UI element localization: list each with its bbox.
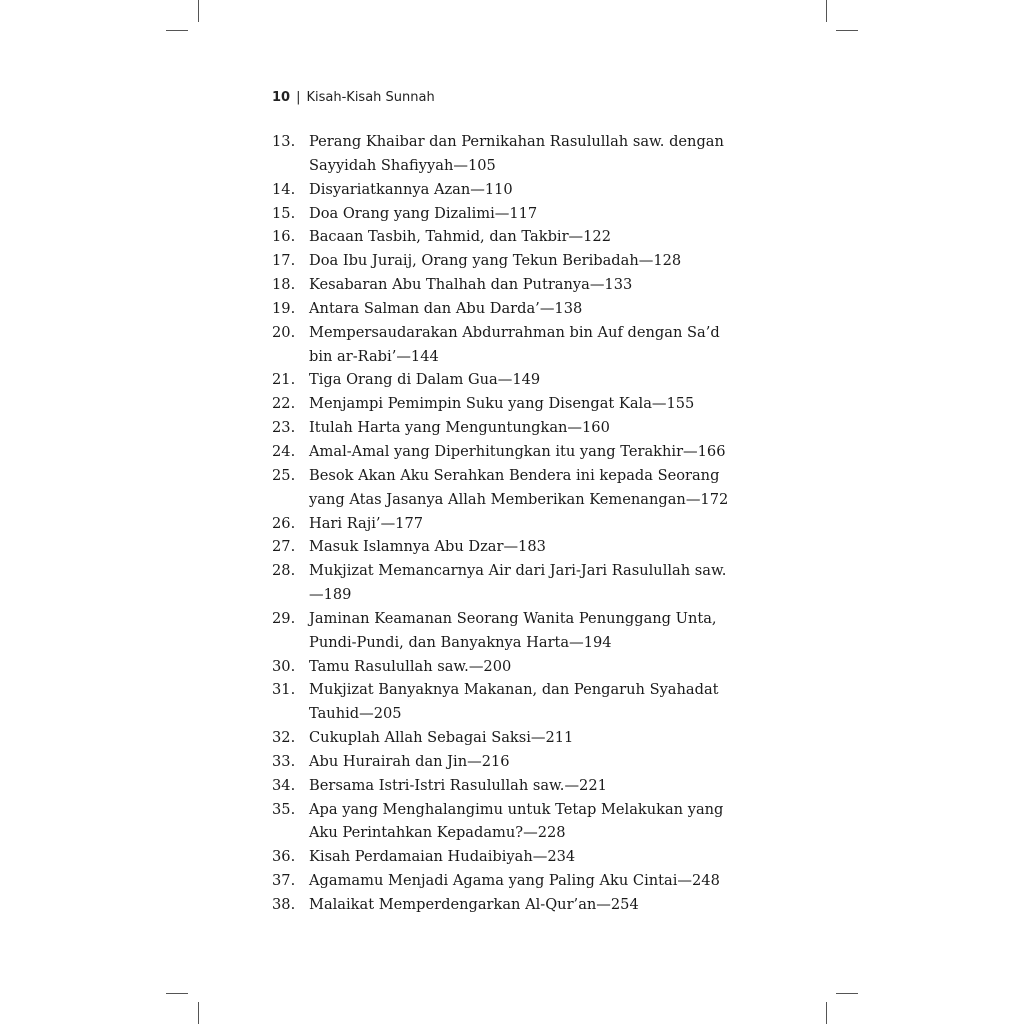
toc-entry-text: Menjampi Pemimpin Suku yang Disengat Kala—155 xyxy=(309,395,695,413)
crop-mark xyxy=(166,993,188,994)
toc-entry xyxy=(272,321,742,369)
toc-entry-number: 21. xyxy=(272,371,296,389)
toc-entry-text: Mukjizat Memancarnya Air dari Jari-Jari Rasulullah saw. —189 xyxy=(309,562,727,604)
toc-entry xyxy=(272,845,742,869)
toc-entry xyxy=(272,392,742,416)
toc-entry-text: Cukuplah Allah Sebagai Saksi—211 xyxy=(309,729,574,747)
toc-entry-number: 26. xyxy=(272,514,296,532)
toc-entry-text: Jaminan Keamanan Seorang Wanita Penunggang Unta, Pundi-Pundi, dan Banyaknya Harta—194 xyxy=(309,609,717,651)
toc-entry-number: 24. xyxy=(272,442,296,460)
toc-entry xyxy=(272,607,742,655)
toc-entry xyxy=(272,416,742,440)
toc-entry xyxy=(272,774,742,798)
toc-entry xyxy=(272,535,742,559)
toc-entry xyxy=(272,464,742,512)
toc-entry-text: Doa Orang yang Dizalimi—117 xyxy=(309,204,538,222)
toc-entry xyxy=(272,726,742,750)
toc-entry-text: Hari Raji’—177 xyxy=(309,514,424,532)
toc-entry-text: Tamu Rasulullah saw.—200 xyxy=(309,657,512,675)
toc-entry-number: 15. xyxy=(272,204,296,222)
toc-entry-text: Agamamu Menjadi Agama yang Paling Aku Cintai—248 xyxy=(309,872,720,890)
toc-entry-text: Itulah Harta yang Menguntungkan—160 xyxy=(309,419,610,437)
toc-entry-text: Mempersaudarakan Abdurrahman bin Auf dengan Sa’d bin ar-Rabi’—144 xyxy=(309,323,720,365)
toc-entry-number: 23. xyxy=(272,419,296,437)
toc-entry-text: Kesabaran Abu Thalhah dan Putranya—133 xyxy=(309,276,633,294)
toc-entry xyxy=(272,798,742,846)
toc-entry-text: Mukjizat Banyaknya Makanan, dan Pengaruh Syahadat Tauhid—205 xyxy=(309,681,719,723)
crop-mark xyxy=(826,1002,827,1024)
toc-entry-text: Amal-Amal yang Diperhitungkan itu yang Terakhir—166 xyxy=(309,442,726,460)
toc-entry-number: 30. xyxy=(272,657,296,675)
toc-entry xyxy=(272,655,742,679)
running-head xyxy=(272,90,435,105)
toc-entry-number: 27. xyxy=(272,538,296,556)
crop-mark xyxy=(198,1002,199,1024)
toc-entry xyxy=(272,678,742,726)
toc-entry-number: 29. xyxy=(272,609,296,627)
toc-entry-number: 28. xyxy=(272,562,296,580)
toc-entry-text: Malaikat Memperdengarkan Al-Qur’an—254 xyxy=(309,896,639,913)
toc-entry-text: Apa yang Menghalangimu untuk Tetap Melakukan yang Aku Perintahkan Kepadamu?—228 xyxy=(309,800,724,842)
toc-entry-number: 18. xyxy=(272,276,296,294)
toc-entry xyxy=(272,225,742,249)
toc-entry xyxy=(272,440,742,464)
toc-entry-number: 22. xyxy=(272,395,296,413)
toc-entry xyxy=(272,893,742,917)
toc-entry-number: 34. xyxy=(272,776,296,794)
toc-entry xyxy=(272,249,742,273)
table-of-contents xyxy=(272,130,742,917)
toc-entry-text: Bersama Istri-Istri Rasulullah saw.—221 xyxy=(309,776,607,794)
book-title: Kisah-Kisah Sunnah xyxy=(306,90,435,105)
toc-entry xyxy=(272,368,742,392)
toc-entry-text: Doa Ibu Juraij, Orang yang Tekun Beribadah—128 xyxy=(309,252,682,270)
toc-entry xyxy=(272,273,742,297)
toc-entry-text: Tiga Orang di Dalam Gua—149 xyxy=(309,371,541,389)
crop-mark xyxy=(836,993,858,994)
toc-entry-number: 25. xyxy=(272,466,296,484)
toc-entry-number: 37. xyxy=(272,872,296,890)
toc-entry-number: 16. xyxy=(272,228,296,246)
crop-mark xyxy=(826,0,827,22)
running-head-separator: | xyxy=(296,90,301,105)
toc-entry-number: 20. xyxy=(272,323,296,341)
toc-entry-number: 17. xyxy=(272,252,296,270)
toc-entry-number: 32. xyxy=(272,729,296,747)
toc-entry-number: 33. xyxy=(272,752,296,770)
toc-entry-number: 35. xyxy=(272,800,296,818)
toc-entry-number: 14. xyxy=(272,180,296,198)
page-number: 10 xyxy=(272,90,291,105)
toc-entry xyxy=(272,202,742,226)
toc-entry xyxy=(272,750,742,774)
toc-entry xyxy=(272,512,742,536)
crop-mark xyxy=(836,30,858,31)
toc-entry-text: Masuk Islamnya Abu Dzar—183 xyxy=(309,538,546,556)
toc-entry-number: 31. xyxy=(272,681,296,699)
toc-entry-number: 36. xyxy=(272,848,296,866)
crop-mark xyxy=(166,30,188,31)
toc-entry xyxy=(272,130,742,178)
toc-entry xyxy=(272,178,742,202)
crop-mark xyxy=(198,0,199,22)
toc-entry-text: Disyariatkannya Azan—110 xyxy=(309,180,513,198)
toc-entry xyxy=(272,297,742,321)
toc-entry-text: Besok Akan Aku Serahkan Bendera ini kepada Seorang yang Atas Jasanya Allah Memberikan Kemenangan—172 xyxy=(309,466,729,508)
toc-entry-text: Bacaan Tasbih, Tahmid, dan Takbir—122 xyxy=(309,228,611,246)
toc-entry-number: 13. xyxy=(272,133,296,150)
toc-entry-number: 19. xyxy=(272,299,296,317)
toc-entry xyxy=(272,559,742,607)
toc-entry-text: Kisah Perdamaian Hudaibiyah—234 xyxy=(309,848,576,866)
toc-entry xyxy=(272,869,742,893)
toc-entry-text: Perang Khaibar dan Pernikahan Rasulullah saw. dengan Sayyidah Shafiyyah—105 xyxy=(309,133,724,174)
toc-entry-text: Antara Salman dan Abu Darda’—138 xyxy=(309,299,583,317)
toc-entry-text: Abu Hurairah dan Jin—216 xyxy=(309,752,510,770)
toc-entry-number: 38. xyxy=(272,896,296,913)
